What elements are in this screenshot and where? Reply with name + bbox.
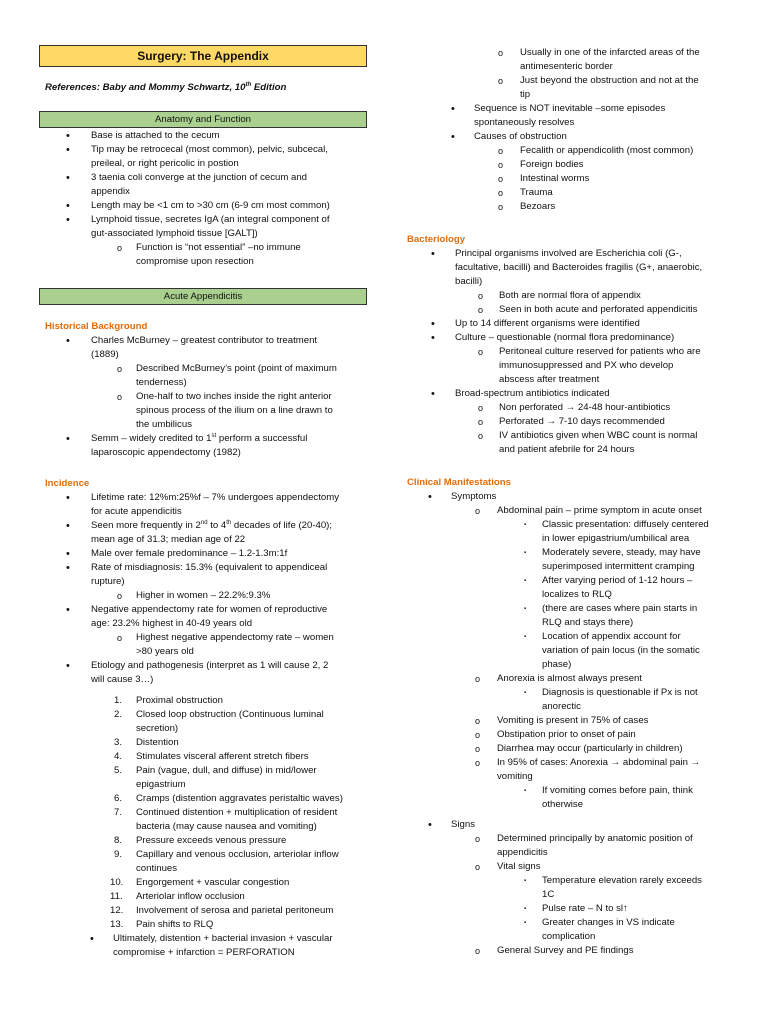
- clinical-line: superimposed intermittent cramping: [542, 561, 695, 572]
- right-top-line: Intestinal worms: [520, 173, 590, 184]
- clinical-line: vomiting: [497, 771, 533, 782]
- circle-marker: o: [498, 188, 504, 198]
- section-band-anatomy: [39, 111, 367, 128]
- circle-marker: o: [475, 946, 481, 956]
- circle-marker: o: [478, 403, 484, 413]
- clinical-line: Anorexia is almost always present: [497, 673, 643, 684]
- clinical-line: Pulse rate – N to sl↑: [542, 903, 628, 914]
- document-title: [39, 45, 367, 67]
- bacteriology-line: abscess after treatment: [499, 374, 600, 385]
- clinical-line: Symptoms: [451, 491, 497, 502]
- square-marker: ▪: [524, 878, 527, 884]
- semm-text-b: perform a successful: [216, 433, 308, 444]
- bullet-marker: •: [66, 200, 70, 212]
- historical-line: Described McBurney’s point (point of maximum: [136, 363, 337, 374]
- step-number: 1.: [114, 695, 123, 706]
- incidence-line: Negative appendectomy rate for women of reproductive: [91, 604, 328, 615]
- incidence-line: mean age of 31.3; median age of 22: [91, 534, 246, 545]
- incidence-line: Highest negative appendectomy rate – women: [136, 632, 334, 643]
- bullet-marker: •: [66, 660, 70, 672]
- historical-line: (1889): [91, 349, 119, 360]
- etiology-step: Continued distention + multiplication of resident: [136, 807, 338, 818]
- historical-line: laparoscopic appendectomy (1982): [91, 447, 241, 458]
- etiology-step: Cramps (distention aggravates peristaltic waves): [136, 793, 343, 804]
- decades-b: to 4: [207, 520, 227, 531]
- bullet-marker: •: [428, 491, 432, 503]
- semm-sup: st: [211, 432, 217, 439]
- clinical-line: otherwise: [542, 799, 584, 810]
- bacteriology-list: [384, 247, 768, 457]
- clinical-line: Obstipation prior to onset of pain: [497, 729, 636, 740]
- circle-marker: o: [478, 305, 484, 315]
- etiology-step: epigastrium: [136, 779, 186, 790]
- historical-line: Charles McBurney – greatest contributor to treatment: [91, 335, 318, 346]
- clinical-line: Diagnosis is questionable if Px is not: [542, 687, 698, 698]
- square-marker: ▪: [524, 788, 527, 794]
- section-band-acute: [39, 288, 367, 305]
- anatomy-line: Tip may be retrocecal (most common), pelvic, subcecal,: [91, 144, 328, 155]
- step-number: 13.: [110, 919, 124, 930]
- bacteriology-line: Seen in both acute and perforated appendicitis: [499, 304, 698, 315]
- clinical-line: Vital signs: [497, 861, 541, 872]
- square-marker: ▪: [524, 690, 527, 696]
- incidence-line: rupture): [91, 576, 125, 587]
- step-number: 8.: [114, 835, 123, 846]
- clinical-line: in lower epigastrium/umbilical area: [542, 533, 690, 544]
- clinical-line: 1C: [542, 889, 555, 900]
- clinical-line: Temperature elevation rarely exceeds: [542, 875, 702, 886]
- square-marker: ▪: [524, 550, 527, 556]
- bullet-marker: •: [431, 248, 435, 260]
- circle-marker: o: [498, 174, 504, 184]
- circle-marker: o: [478, 347, 484, 357]
- clinical-line: Location of appendix account for: [542, 631, 681, 642]
- incidence-line: age: 23.2% highest in 40-49 years old: [91, 618, 253, 629]
- step-number: 6.: [114, 793, 123, 804]
- clinical-line: In 95% of cases: Anorexia → abdominal pain →: [497, 757, 701, 768]
- anatomy-line: Function is “not essential” –no immune: [136, 242, 301, 253]
- clinical-line: General Survey and PE findings: [497, 945, 634, 956]
- bullet-marker: •: [431, 332, 435, 344]
- bacteriology-line: Broad-spectrum antibiotics indicated: [455, 388, 610, 399]
- incidence-line: will cause 3…): [91, 674, 154, 685]
- etiology-step: Distention: [136, 737, 179, 748]
- decades-sup-2: th: [226, 519, 232, 526]
- circle-marker: o: [475, 834, 481, 844]
- etiology-step: Proximal obstruction: [136, 695, 223, 706]
- incidence-line-decades: [91, 519, 332, 533]
- incidence-line: Rate of misdiagnosis: 15.3% (equivalent to appendiceal: [91, 562, 328, 573]
- section-acute-title: Acute Appendicitis: [163, 290, 243, 302]
- step-number: 9.: [114, 849, 123, 860]
- bacteriology-line: Up to 14 different organisms were identified: [455, 318, 640, 329]
- ultimately-line: compromise + infarction = PERFORATION: [113, 947, 295, 958]
- anatomy-line: Base is attached to the cecum: [91, 130, 220, 141]
- clinical-line: appendicitis: [497, 847, 548, 858]
- circle-marker: o: [475, 744, 481, 754]
- etiology-step: Pain shifts to RLQ: [136, 919, 214, 930]
- etiology-step: Engorgement + vascular congestion: [136, 877, 290, 888]
- bacteriology-line: Culture – questionable (normal flora predominance): [455, 332, 675, 343]
- etiology-step: Involvement of serosa and parietal peritoneum: [136, 905, 334, 916]
- bullet-marker: •: [66, 172, 70, 184]
- circle-marker: o: [498, 146, 504, 156]
- right-top-line: Trauma: [520, 187, 553, 198]
- incidence-line: Etiology and pathogenesis (interpret as 1 will cause 2, 2: [91, 660, 329, 671]
- square-marker: ▪: [524, 906, 527, 912]
- bacteriology-line: facultative, bacilli) and Bacteroides fragilis (G+, anaerobic,: [455, 262, 703, 273]
- historical-line: spinous process of the ilium on a line drawn to: [136, 405, 333, 416]
- right-top-list: [384, 46, 768, 214]
- etiology-step: Capillary and venous occlusion, arteriolar inflow: [136, 849, 339, 860]
- circle-marker: o: [117, 243, 123, 253]
- heading-historical: Historical Background: [45, 321, 148, 332]
- etiology-step: continues: [136, 863, 178, 874]
- bacteriology-line: Peritoneal culture reserved for patients who are: [499, 346, 701, 357]
- clinical-line: Moderately severe, steady, may have: [542, 547, 701, 558]
- etiology-step: Pressure exceeds venous pressure: [136, 835, 287, 846]
- right-top-line: Fecalith or appendicolith (most common): [520, 145, 694, 156]
- decades-a: Seen more frequently in 2: [91, 520, 201, 531]
- right-top-line: Sequence is NOT inevitable –some episodes: [474, 103, 666, 114]
- clinical-line: Vomiting is present in 75% of cases: [497, 715, 649, 726]
- bullet-marker: •: [451, 103, 455, 115]
- incidence-line: Male over female predominance – 1.2-1.3m:1f: [91, 548, 288, 559]
- etiology-steps: [0, 694, 384, 960]
- incidence-line: Lifetime rate: 12%m:25%f – 7% undergoes appendectomy: [91, 492, 339, 503]
- square-marker: ▪: [524, 522, 527, 528]
- right-top-line: Usually in one of the infarcted areas of the: [520, 47, 700, 58]
- circle-marker: o: [117, 392, 123, 402]
- clinical-line: phase): [542, 659, 572, 670]
- clinical-line: anorectic: [542, 701, 581, 712]
- right-top-line: tip: [520, 89, 531, 100]
- decades-c: decades of life (20-40);: [231, 520, 333, 531]
- step-number: 10.: [110, 877, 124, 888]
- clinical-line: Greater changes in VS indicate: [542, 917, 675, 928]
- circle-marker: o: [475, 862, 481, 872]
- etiology-step: bacteria (may cause nausea and vomiting): [136, 821, 317, 832]
- bullet-marker: •: [431, 388, 435, 400]
- bacteriology-line: and patient afebrile for 24 hours: [499, 444, 635, 455]
- bullet-marker: •: [451, 131, 455, 143]
- bullet-marker: •: [66, 433, 70, 445]
- circle-marker: o: [475, 674, 481, 684]
- clinical-line: (there are cases where pain starts in: [542, 603, 698, 614]
- bullet-marker: •: [90, 933, 94, 945]
- etiology-step: Stimulates visceral afferent stretch fibers: [136, 751, 309, 762]
- anatomy-line: appendix: [91, 186, 130, 197]
- anatomy-line: preileal, or right pericolic in postion: [91, 158, 239, 169]
- circle-marker: o: [475, 758, 481, 768]
- historical-line: One-half to two inches inside the right anterior: [136, 391, 332, 402]
- ultimately-line: Ultimately, distention + bacterial invasion + vascular: [113, 933, 333, 944]
- heading-incidence: Incidence: [45, 478, 90, 489]
- bacteriology-line: bacilli): [455, 276, 483, 287]
- right-top-line: antimesenteric border: [520, 61, 613, 72]
- references-line: [45, 81, 286, 95]
- incidence-list: [0, 491, 384, 687]
- bullet-marker: •: [428, 819, 432, 831]
- etiology-step: Closed loop obstruction (Continuous luminal: [136, 709, 324, 720]
- references-label: References: [45, 82, 97, 93]
- square-marker: ▪: [524, 578, 527, 584]
- anatomy-list: [0, 129, 384, 269]
- clinical-list: [384, 490, 768, 812]
- clinical-line: Abdominal pain – prime symptom in acute onset: [497, 505, 702, 516]
- historical-line: tenderness): [136, 377, 187, 388]
- step-number: 12.: [110, 905, 124, 916]
- bacteriology-line: Both are normal flora of appendix: [499, 290, 641, 301]
- etiology-step: Pain (vague, dull, and diffuse) in mid/lower: [136, 765, 317, 776]
- right-top-line: Just beyond the obstruction and not at the: [520, 75, 699, 86]
- right-top-line: Causes of obstruction: [474, 131, 567, 142]
- incidence-line: >80 years old: [136, 646, 194, 657]
- step-number: 4.: [114, 751, 123, 762]
- historical-line: the umbilicus: [136, 419, 192, 430]
- bullet-marker: •: [66, 335, 70, 347]
- clinical-line: After varying period of 1-12 hours –: [542, 575, 693, 586]
- clinical-line: variation of pain locus (in the somatic: [542, 645, 700, 656]
- step-number: 2.: [114, 709, 123, 720]
- circle-marker: o: [478, 417, 484, 427]
- incidence-line: Higher in women – 22.2%:9.3%: [136, 590, 271, 601]
- historical-line-semm: [91, 432, 307, 446]
- incidence-line: for acute appendicitis: [91, 506, 182, 517]
- document-title-text: Surgery: The Appendix: [137, 49, 269, 63]
- square-marker: ▪: [524, 634, 527, 640]
- anatomy-line: Length may be <1 cm to >30 cm (6-9 cm most common): [91, 200, 330, 211]
- bullet-marker: •: [66, 562, 70, 574]
- bullet-marker: •: [66, 130, 70, 142]
- bullet-marker: •: [431, 318, 435, 330]
- right-top-line: Foreign bodies: [520, 159, 584, 170]
- clinical-line: localizes to RLQ: [542, 589, 612, 600]
- bacteriology-line: Perforated → 7-10 days recommended: [499, 416, 665, 427]
- step-number: 7.: [114, 807, 123, 818]
- clinical-line: Classic presentation: diffusely centered: [542, 519, 709, 530]
- clinical-line: Diarrhea may occur (particularly in children): [497, 743, 683, 754]
- circle-marker: o: [475, 506, 481, 516]
- clinical-line: If vomiting comes before pain, think: [542, 785, 693, 796]
- step-number: 11.: [110, 891, 123, 902]
- bullet-marker: •: [66, 144, 70, 156]
- bullet-marker: •: [66, 604, 70, 616]
- bullet-marker: •: [66, 214, 70, 226]
- circle-marker: o: [498, 48, 504, 58]
- heading-bacteriology: Bacteriology: [407, 234, 466, 245]
- clinical-line: RLQ and stays there): [542, 617, 634, 628]
- circle-marker: o: [117, 591, 123, 601]
- circle-marker: o: [475, 730, 481, 740]
- references-text-a: : Baby and Mommy Schwartz, 10: [96, 82, 246, 93]
- bullet-marker: •: [66, 492, 70, 504]
- clinical-line: complication: [542, 931, 596, 942]
- anatomy-line: compromise upon resection: [136, 256, 254, 267]
- bacteriology-line: Non perforated → 24-48 hour-antibiotics: [499, 402, 671, 413]
- section-anatomy-title: Anatomy and Function: [155, 113, 251, 125]
- clinical-line: Determined principally by anatomic position of: [497, 833, 693, 844]
- clinical-line: Signs: [451, 819, 475, 830]
- bacteriology-line: Principal organisms involved are Escherichia coli (G-,: [455, 248, 682, 259]
- step-number: 3.: [114, 737, 123, 748]
- historical-list: [0, 334, 384, 460]
- circle-marker: o: [475, 716, 481, 726]
- circle-marker: o: [117, 633, 123, 643]
- heading-clinical: Clinical Manifestations: [407, 477, 511, 488]
- bullet-marker: •: [66, 520, 70, 532]
- bullet-marker: •: [66, 548, 70, 560]
- signs-list: [384, 818, 768, 958]
- references-text-b: Edition: [251, 82, 287, 93]
- right-top-line: Bezoars: [520, 201, 556, 212]
- bacteriology-line: immunosuppressed and PX who develop: [499, 360, 674, 371]
- etiology-step: secretion): [136, 723, 179, 734]
- anatomy-line: 3 taenia coli converge at the junction of cecum and: [91, 172, 307, 183]
- circle-marker: o: [498, 76, 504, 86]
- anatomy-line: gut-associated lymphoid tissue [GALT]): [91, 228, 258, 239]
- anatomy-line: Lymphoid tissue, secretes IgA (an integral component of: [91, 214, 330, 225]
- semm-text-a: Semm – widely credited to 1: [91, 433, 212, 444]
- circle-marker: o: [117, 364, 123, 374]
- circle-marker: o: [498, 160, 504, 170]
- right-top-line: spontaneously resolves: [474, 117, 575, 128]
- circle-marker: o: [498, 202, 504, 212]
- circle-marker: o: [478, 291, 484, 301]
- decades-sup-1: nd: [200, 519, 208, 526]
- square-marker: ▪: [524, 920, 527, 926]
- bacteriology-line: IV antibiotics given when WBC count is normal: [499, 430, 698, 441]
- etiology-step: Arteriolar inflow occlusion: [136, 891, 245, 902]
- step-number: 5.: [114, 765, 123, 776]
- square-marker: ▪: [524, 606, 527, 612]
- circle-marker: o: [478, 431, 484, 441]
- references-sup: th: [245, 81, 252, 88]
